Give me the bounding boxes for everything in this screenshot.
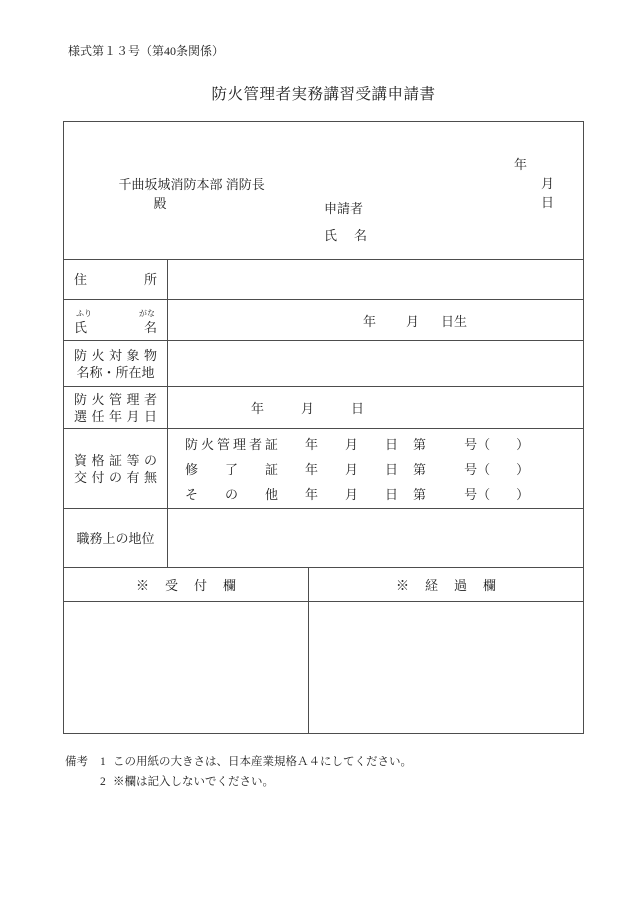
certificates-label-cell [64, 429, 168, 508]
address-input-area [168, 260, 583, 299]
progress-column-header: ※経過欄 [395, 578, 512, 593]
cert-year-label: 年 [305, 487, 319, 502]
cert-year-label: 年 [305, 462, 319, 477]
receipt-column-header-cell [64, 568, 309, 601]
appointment-label-line1: 防 火 管 理 者 [74, 391, 157, 407]
cert-month-label: 月 [345, 437, 359, 452]
remark-number: 2 [100, 776, 106, 788]
remark-text: この用紙の大きさは、日本産業規格Ａ４にしてください。 [113, 756, 412, 768]
birthdate-line [168, 311, 583, 330]
addressee-line [86, 158, 265, 228]
progress-box [309, 602, 583, 733]
certificate-name: 防 火 管 理 者 証 [185, 437, 278, 452]
remark-line-1 [65, 752, 412, 772]
certificates-row [64, 428, 583, 508]
furigana-left: ふり [76, 308, 92, 318]
name-label-cell [64, 300, 168, 340]
cert-number-prefix: 第 [413, 462, 427, 477]
appointment-year-label: 年 [251, 401, 265, 416]
form-table [63, 121, 584, 734]
certificate-line-completion [168, 456, 583, 481]
furigana-label [76, 309, 155, 318]
receipt-box [64, 602, 309, 733]
header-cell [64, 122, 583, 259]
certificate-name: 修 了 証 [185, 462, 278, 477]
cert-number-prefix: 第 [413, 487, 427, 502]
birth-month-label: 月 [406, 313, 420, 329]
certificates-label-line2: 交 付 の 有 無 [74, 469, 157, 485]
property-label-line1: 防 火 対 象 物 [74, 347, 157, 363]
remark-line-2 [65, 772, 412, 792]
cert-month-label: 月 [345, 462, 359, 477]
name-input-area [168, 300, 583, 340]
position-label: 職務上の地位 [76, 530, 155, 546]
appointment-label-line2: 選 任 年 月 日 [74, 408, 157, 424]
name-label: 氏 名 [74, 319, 157, 335]
cert-day-label: 日 [385, 487, 399, 502]
position-input-area [168, 509, 583, 567]
remarks-heading-spacer [65, 772, 100, 792]
appointment-date-line [168, 398, 583, 417]
cert-day-label: 日 [385, 437, 399, 452]
addressee-name: 千曲坂城消防本部 消防長 [118, 177, 265, 192]
cert-number-prefix: 第 [413, 437, 427, 452]
remark-text: ※欄は記入しないでください。 [113, 776, 274, 788]
certificates-input-area [168, 429, 583, 508]
certificate-line-manager [168, 431, 583, 456]
address-row [64, 259, 583, 299]
property-row [64, 340, 583, 386]
office-use-header-row [64, 567, 583, 601]
certificate-line-other [168, 481, 583, 506]
date-year-label: 年 [513, 157, 527, 172]
property-label-line2: 名称・所在地 [76, 364, 155, 380]
appointment-label-cell [64, 387, 168, 428]
applicant-name-label: 氏 名 [324, 228, 370, 243]
form-title: 防火管理者実務講習受講申請書 [211, 86, 436, 103]
property-label-cell [64, 341, 168, 386]
progress-column-header-cell [309, 568, 583, 601]
birth-year-label: 年 [363, 313, 377, 329]
applicant-label: 申請者 [324, 201, 364, 216]
cert-month-label: 月 [345, 487, 359, 502]
remarks-heading: 備考 [65, 756, 88, 768]
remarks-section [65, 752, 412, 792]
furigana-right: がな [139, 308, 155, 318]
position-row [64, 508, 583, 567]
cert-number-suffix: 号（ ） [464, 487, 530, 502]
appointment-month-label: 月 [301, 401, 315, 416]
appointment-row [64, 386, 583, 428]
cert-day-label: 日 [385, 462, 399, 477]
address-label-cell [64, 260, 168, 299]
date-month-label: 月 [540, 176, 554, 191]
appointment-input-area [168, 387, 583, 428]
cert-number-suffix: 号（ ） [464, 437, 530, 452]
cert-number-suffix: 号（ ） [464, 462, 530, 477]
cert-year-label: 年 [305, 437, 319, 452]
remark-number: 1 [100, 756, 106, 768]
form-number: 様式第１３号（第40条関係） [68, 44, 225, 58]
certificates-label-line1: 資 格 証 等 の [74, 452, 157, 468]
date-day-label: 日 [540, 195, 554, 210]
office-use-box-row [64, 601, 583, 733]
header-row [64, 122, 583, 259]
certificate-name: そ の 他 [185, 487, 278, 502]
position-label-cell [64, 509, 168, 567]
addressee-honorific: 殿 [153, 196, 167, 211]
address-label: 住 所 [74, 272, 157, 287]
receipt-column-header: ※受付欄 [135, 578, 252, 593]
birth-day-label: 日生 [441, 313, 468, 329]
appointment-day-label: 日 [351, 401, 365, 416]
application-date-line [481, 138, 554, 227]
name-row [64, 299, 583, 340]
property-input-area [168, 341, 583, 386]
